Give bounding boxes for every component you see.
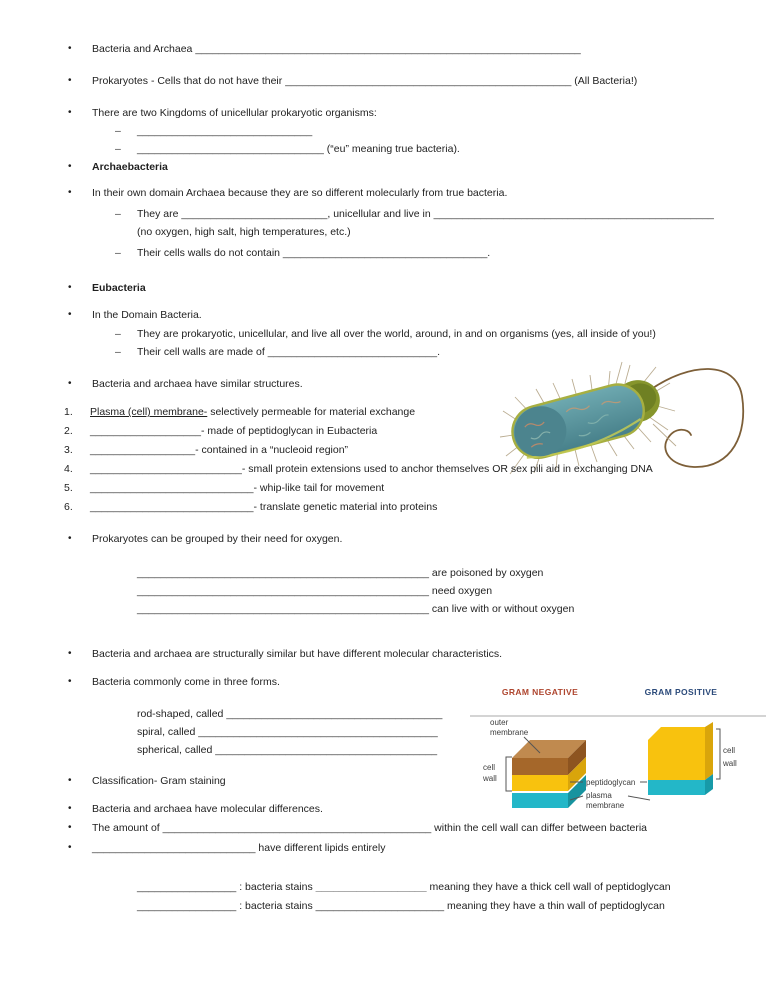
doc-line-bullet bbox=[68, 530, 768, 548]
list-marker: • bbox=[68, 378, 72, 389]
text-segment: within the cell wall can differ between bacteria bbox=[431, 822, 648, 834]
text-segment: The amount of bbox=[92, 822, 163, 834]
doc-line-num bbox=[64, 422, 768, 440]
text-segment: There are two Kingdoms of unicellular prokaryotic organisms: bbox=[92, 107, 377, 119]
list-marker: • bbox=[68, 822, 72, 833]
list-number: 2. bbox=[64, 425, 73, 437]
fill-in-blank: ________________________________________________ bbox=[433, 208, 714, 220]
doc-line-num bbox=[64, 403, 768, 421]
text-segment: . bbox=[437, 346, 440, 358]
text-segment: They are bbox=[137, 208, 182, 220]
doc-line-ind bbox=[137, 705, 768, 723]
fill-in-blank: _________________ bbox=[137, 900, 237, 912]
doc-line-bullet bbox=[68, 772, 768, 790]
list-marker: – bbox=[115, 346, 121, 358]
fill-in-blank: _________________________ bbox=[181, 208, 328, 220]
list-marker: • bbox=[68, 648, 72, 659]
text-segment: Bacteria and archaea are structurally similar but have different molecular characteristics. bbox=[92, 648, 503, 660]
fill-in-blank: ____________________________ bbox=[90, 501, 254, 513]
fill-in-blank: _________________________________________________ bbox=[285, 75, 572, 87]
cell-wall-right-label-2: wall bbox=[723, 759, 737, 768]
list-marker: • bbox=[68, 803, 72, 814]
doc-line-dash bbox=[115, 343, 768, 361]
text-segment: Their cells walls do not contain bbox=[137, 247, 283, 259]
list-marker: – bbox=[115, 328, 121, 340]
cell-wall-left-label: cell bbox=[483, 763, 496, 772]
text-segment: Bacteria and Archaea bbox=[92, 43, 196, 55]
text-segment: (“eu” meaning true bacteria). bbox=[323, 143, 460, 155]
list-marker: • bbox=[68, 842, 72, 853]
list-marker: • bbox=[68, 533, 72, 544]
doc-line-num bbox=[64, 460, 768, 478]
fill-in-blank: ______________________________ bbox=[137, 125, 313, 137]
text-segment: They are prokaryotic, unicellular, and live all over the world, around, in and on organisms (yes, all inside of you!) bbox=[137, 328, 656, 340]
list-marker: • bbox=[68, 161, 72, 172]
text-segment: Bacteria and archaea have similar structures. bbox=[92, 378, 303, 390]
fill-in-blank: __________________________________________________ bbox=[137, 603, 429, 615]
text-segment: spiral, called bbox=[137, 726, 199, 738]
fill-in-blank: ___________________ bbox=[315, 881, 427, 893]
text-segment: - whip-like tail for movement bbox=[253, 482, 385, 494]
text-segment: - contained in a “nucleoid region” bbox=[195, 444, 349, 456]
text-segment: meaning they have a thin wall of peptidoglycan bbox=[444, 900, 665, 912]
text-segment: have different lipids entirely bbox=[255, 842, 386, 854]
doc-line-ind bbox=[137, 878, 768, 896]
list-marker: – bbox=[115, 143, 121, 155]
doc-line-ind bbox=[137, 600, 768, 618]
fill-in-blank: _____________________________________ bbox=[226, 708, 443, 720]
list-number: 4. bbox=[64, 463, 73, 475]
doc-line-ind bbox=[137, 897, 768, 915]
doc-line-bullet bbox=[68, 158, 768, 176]
fill-in-blank: ______________________________________ bbox=[215, 744, 438, 756]
text-segment: rod-shaped, called bbox=[137, 708, 227, 720]
text-segment: Archaebacteria bbox=[92, 161, 168, 173]
text-segment: - made of peptidoglycan in Eubacteria bbox=[200, 425, 378, 437]
fill-in-blank: __________________________________________________ bbox=[137, 567, 429, 579]
doc-line-bullet bbox=[68, 375, 768, 393]
list-marker: • bbox=[68, 187, 72, 198]
fill-in-blank: _____________________________ bbox=[267, 346, 438, 358]
list-marker: • bbox=[68, 43, 72, 54]
text-segment: need oxygen bbox=[428, 585, 493, 597]
list-marker: • bbox=[68, 282, 72, 293]
text-segment: Classification- Gram staining bbox=[92, 775, 226, 787]
doc-line-bullet bbox=[68, 184, 768, 202]
text-segment: (no oxygen, high salt, high temperatures, etc.) bbox=[137, 226, 351, 238]
fill-in-blank: __________________________________________________ bbox=[137, 585, 429, 597]
doc-line-ind bbox=[137, 741, 768, 759]
doc-line-bullet bbox=[68, 800, 768, 818]
list-marker: • bbox=[68, 775, 72, 786]
fill-in-blank: __________________________________________________________________ bbox=[195, 43, 581, 55]
doc-line-bullet bbox=[68, 819, 768, 837]
text-segment: : bacteria stains bbox=[236, 900, 316, 912]
list-number: 5. bbox=[64, 482, 73, 494]
outer-membrane-label: outer bbox=[490, 718, 509, 727]
text-segment: , unicellular and live in bbox=[327, 208, 434, 220]
cell-wall-left-label-2: wall bbox=[483, 774, 497, 783]
doc-line-bullet bbox=[68, 104, 768, 122]
text-segment: Eubacteria bbox=[92, 282, 146, 294]
fill-in-blank: ___________________________________ bbox=[282, 247, 488, 259]
fill-in-blank: ___________________ bbox=[90, 425, 201, 437]
peptidoglycan-label: peptidoglycan bbox=[586, 778, 636, 787]
fill-in-blank: ____________________________ bbox=[92, 842, 256, 854]
doc-line-dash bbox=[115, 122, 768, 140]
doc-line-bullet bbox=[68, 673, 768, 691]
doc-line-ind bbox=[137, 582, 768, 600]
fill-in-blank: ______________________ bbox=[315, 900, 445, 912]
list-marker: • bbox=[68, 676, 72, 687]
gram-positive-title: GRAM POSITIVE bbox=[644, 687, 718, 697]
doc-line-num bbox=[64, 498, 768, 516]
doc-line-dash bbox=[115, 325, 768, 343]
text-segment: are poisoned by oxygen bbox=[428, 567, 544, 579]
plasma-membrane-label: plasma bbox=[586, 791, 612, 800]
fill-in-blank: ______________________________________________ bbox=[162, 822, 432, 834]
outer-membrane-label-2: membrane bbox=[490, 728, 529, 737]
list-marker: • bbox=[68, 107, 72, 118]
doc-line-ind bbox=[137, 564, 768, 582]
fill-in-blank: __________________________ bbox=[90, 463, 242, 475]
list-marker: – bbox=[115, 247, 121, 259]
doc-line-num bbox=[64, 479, 768, 497]
doc-line-num bbox=[64, 441, 768, 459]
list-number: 6. bbox=[64, 501, 73, 513]
fill-in-blank: ________________________________ bbox=[137, 143, 324, 155]
doc-line-cont bbox=[137, 223, 768, 241]
text-segment: meaning they have a thick cell wall of peptidoglycan bbox=[426, 881, 671, 893]
fill-in-blank: __________________ bbox=[90, 444, 196, 456]
list-marker: • bbox=[68, 309, 72, 320]
text-segment: In the Domain Bacteria. bbox=[92, 309, 202, 321]
text-segment: can live with or without oxygen bbox=[428, 603, 575, 615]
doc-line-dash bbox=[115, 140, 768, 158]
text-segment: : bacteria stains bbox=[236, 881, 316, 893]
list-marker: • bbox=[68, 75, 72, 86]
text-segment: selectively permeable for material exchange bbox=[207, 406, 416, 418]
text-segment: Prokaryotes can be grouped by their need for oxygen. bbox=[92, 533, 343, 545]
text-segment: Prokaryotes - Cells that do not have their bbox=[92, 75, 286, 87]
doc-line-bullet bbox=[68, 839, 768, 857]
list-number: 3. bbox=[64, 444, 73, 456]
list-marker: – bbox=[115, 208, 121, 220]
list-marker: – bbox=[115, 125, 121, 137]
doc-line-bullet bbox=[68, 40, 768, 58]
list-number: 1. bbox=[64, 406, 73, 418]
fill-in-blank: _________________ bbox=[137, 881, 237, 893]
doc-line-bullet bbox=[68, 72, 768, 90]
doc-line-ind bbox=[137, 723, 768, 741]
doc-line-bullet bbox=[68, 279, 768, 297]
text-segment: . bbox=[487, 247, 491, 259]
text-segment: Their cell walls are made of bbox=[137, 346, 268, 358]
text-segment: Bacteria commonly come in three forms. bbox=[92, 676, 280, 688]
text-segment: (All Bacteria!) bbox=[571, 75, 638, 87]
doc-line-bullet bbox=[68, 645, 768, 663]
fill-in-blank: ____________________________ bbox=[90, 482, 254, 494]
plasma-membrane-label-2: membrane bbox=[586, 801, 625, 810]
text-segment: - small protein extensions used to anchor themselves OR sex pili aid in exchanging DNA bbox=[241, 463, 653, 475]
text-segment: - translate genetic material into proteins bbox=[253, 501, 438, 513]
text-segment: spherical, called bbox=[137, 744, 216, 756]
text-segment: Bacteria and archaea have molecular differences. bbox=[92, 803, 323, 815]
doc-line-dash bbox=[115, 205, 768, 223]
cell-wall-right-label: cell bbox=[723, 746, 736, 755]
text-segment: In their own domain Archaea because they are so different molecularly from true bacteria. bbox=[92, 187, 508, 199]
doc-line-bullet bbox=[68, 306, 768, 324]
doc-line-dash bbox=[115, 244, 768, 262]
fill-in-blank: _________________________________________ bbox=[198, 726, 438, 738]
text-segment: Plasma (cell) membrane- bbox=[90, 406, 208, 418]
gram-negative-title: GRAM NEGATIVE bbox=[501, 687, 579, 697]
